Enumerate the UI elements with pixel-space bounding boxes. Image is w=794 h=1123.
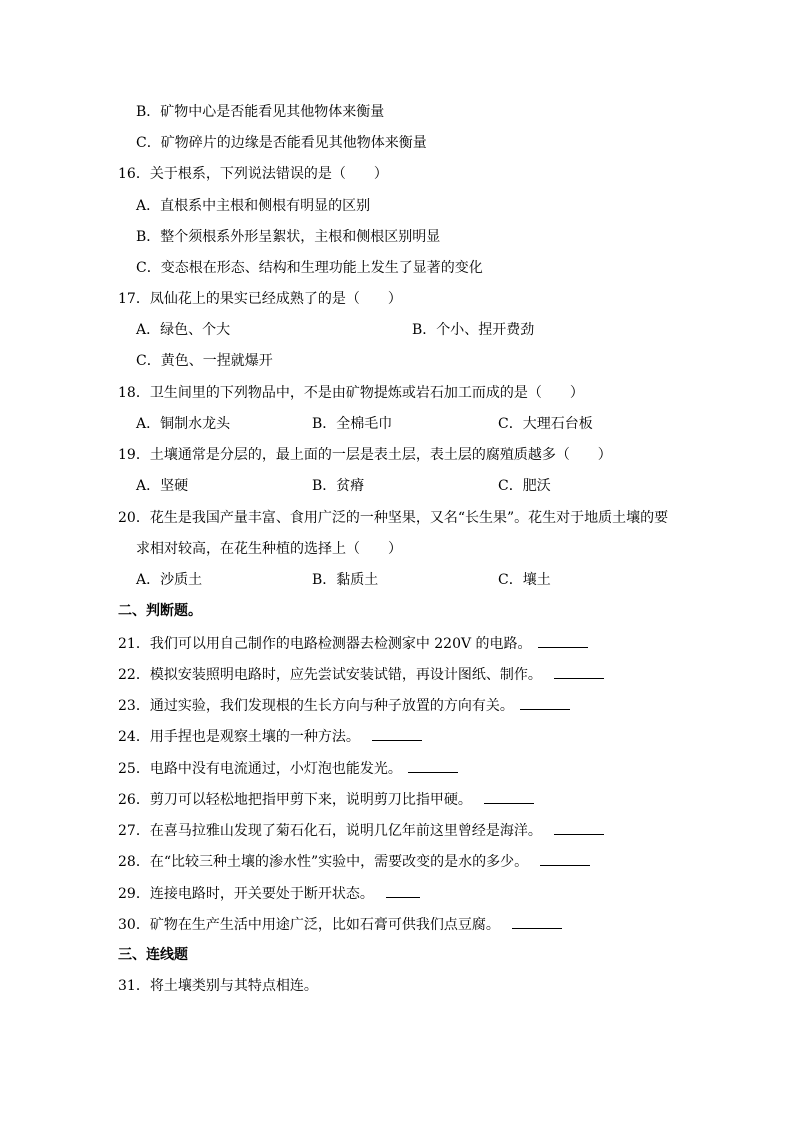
question-24 bbox=[118, 726, 422, 747]
answer-blank-24[interactable] bbox=[372, 726, 422, 741]
question-24-text: 24．用手捏也是观察土壤的一种方法。 bbox=[118, 729, 360, 745]
question-31: 31．将土壤类别与其特点相连。 bbox=[118, 978, 318, 994]
q15-option-b: B．矿物中心是否能看见其他物体来衡量 bbox=[136, 104, 385, 120]
answer-blank-29[interactable] bbox=[386, 883, 420, 898]
question-21 bbox=[118, 633, 588, 654]
q20-option-a: A．沙质土 bbox=[136, 572, 203, 588]
q16-option-b: B．整个须根系外形呈絮状，主根和侧根区别明显 bbox=[136, 229, 441, 245]
answer-blank-28[interactable] bbox=[540, 851, 590, 866]
answer-blank-23[interactable] bbox=[520, 695, 570, 710]
q20-option-c: C．壤土 bbox=[498, 572, 551, 588]
question-23 bbox=[118, 695, 570, 716]
q17-option-a: A．绿色、个大 bbox=[136, 322, 231, 338]
question-25-text: 25．电路中没有电流通过，小灯泡也能发光。 bbox=[118, 761, 402, 777]
answer-blank-30[interactable] bbox=[512, 914, 562, 929]
question-23-text: 23．通过实验，我们发现根的生长方向与种子放置的方向有关。 bbox=[118, 698, 514, 714]
q19-option-c: C．肥沃 bbox=[498, 478, 551, 494]
q18-option-a: A．铜制水龙头 bbox=[136, 416, 231, 432]
question-30-text: 30．矿物在生产生活中用途广泛，比如石膏可供我们点豆腐。 bbox=[118, 917, 500, 933]
question-28 bbox=[118, 851, 590, 872]
q16-option-c: C．变态根在形态、结构和生理功能上发生了显著的变化 bbox=[136, 260, 483, 276]
q18-option-c: C．大理石台板 bbox=[498, 416, 593, 432]
q16-option-a: A．直根系中主根和侧根有明显的区别 bbox=[136, 198, 371, 214]
q19-option-a: A．坚硬 bbox=[136, 478, 189, 494]
question-25 bbox=[118, 758, 458, 779]
question-18: 18．卫生间里的下列物品中，不是由矿物提炼或岩石加工而成的是（ ） bbox=[118, 385, 584, 401]
question-22 bbox=[118, 664, 604, 685]
answer-blank-21[interactable] bbox=[538, 633, 588, 648]
answer-blank-27[interactable] bbox=[554, 820, 604, 835]
section-heading-matching: 三、连线题 bbox=[118, 947, 188, 963]
question-27 bbox=[118, 820, 604, 841]
q15-option-c: C．矿物碎片的边缘是否能看见其他物体来衡量 bbox=[136, 135, 427, 151]
q20-option-b: B．黏质土 bbox=[312, 572, 379, 588]
q18-option-b: B．全棉毛巾 bbox=[312, 416, 393, 432]
question-29 bbox=[118, 883, 420, 904]
question-16: 16．关于根系，下列说法错误的是（ ） bbox=[118, 166, 388, 182]
answer-blank-25[interactable] bbox=[408, 758, 458, 773]
question-20-line-2: 求相对较高，在花生种植的选择上（ ） bbox=[136, 541, 402, 557]
q17-option-c: C．黄色、一捏就爆开 bbox=[136, 353, 273, 369]
question-22-text: 22．模拟安装照明电路时，应先尝试安装试错，再设计图纸、制作。 bbox=[118, 667, 542, 683]
q17-option-b: B．个小、捏开费劲 bbox=[412, 322, 535, 338]
question-29-text: 29．连接电路时，开关要处于断开状态。 bbox=[118, 886, 374, 902]
question-30 bbox=[118, 914, 562, 935]
answer-blank-22[interactable] bbox=[554, 664, 604, 679]
question-17: 17．凤仙花上的果实已经成熟了的是（ ） bbox=[118, 291, 402, 307]
answer-blank-26[interactable] bbox=[484, 789, 534, 804]
q19-option-b: B．贫瘠 bbox=[312, 478, 365, 494]
question-28-text: 28．在“比较三种土壤的渗水性”实验中，需要改变的是水的多少。 bbox=[118, 854, 529, 870]
question-19: 19．土壤通常是分层的，最上面的一层是表土层，表土层的腐殖质越多（ ） bbox=[118, 447, 612, 463]
section-heading-true-false: 二、判断题。 bbox=[118, 603, 202, 619]
question-20-line-1: 20．花生是我国产量丰富、食用广泛的一种坚果，又名“长生果”。花生对于地质土壤的要 bbox=[118, 510, 669, 526]
question-26 bbox=[118, 789, 534, 810]
question-21-text: 21．我们可以用自己制作的电路检测器去检测家中 220V 的电路。 bbox=[118, 636, 532, 652]
question-26-text: 26．剪刀可以轻松地把指甲剪下来，说明剪刀比指甲硬。 bbox=[118, 792, 472, 808]
question-27-text: 27．在喜马拉雅山发现了菊石化石，说明几亿年前这里曾经是海洋。 bbox=[118, 823, 542, 839]
